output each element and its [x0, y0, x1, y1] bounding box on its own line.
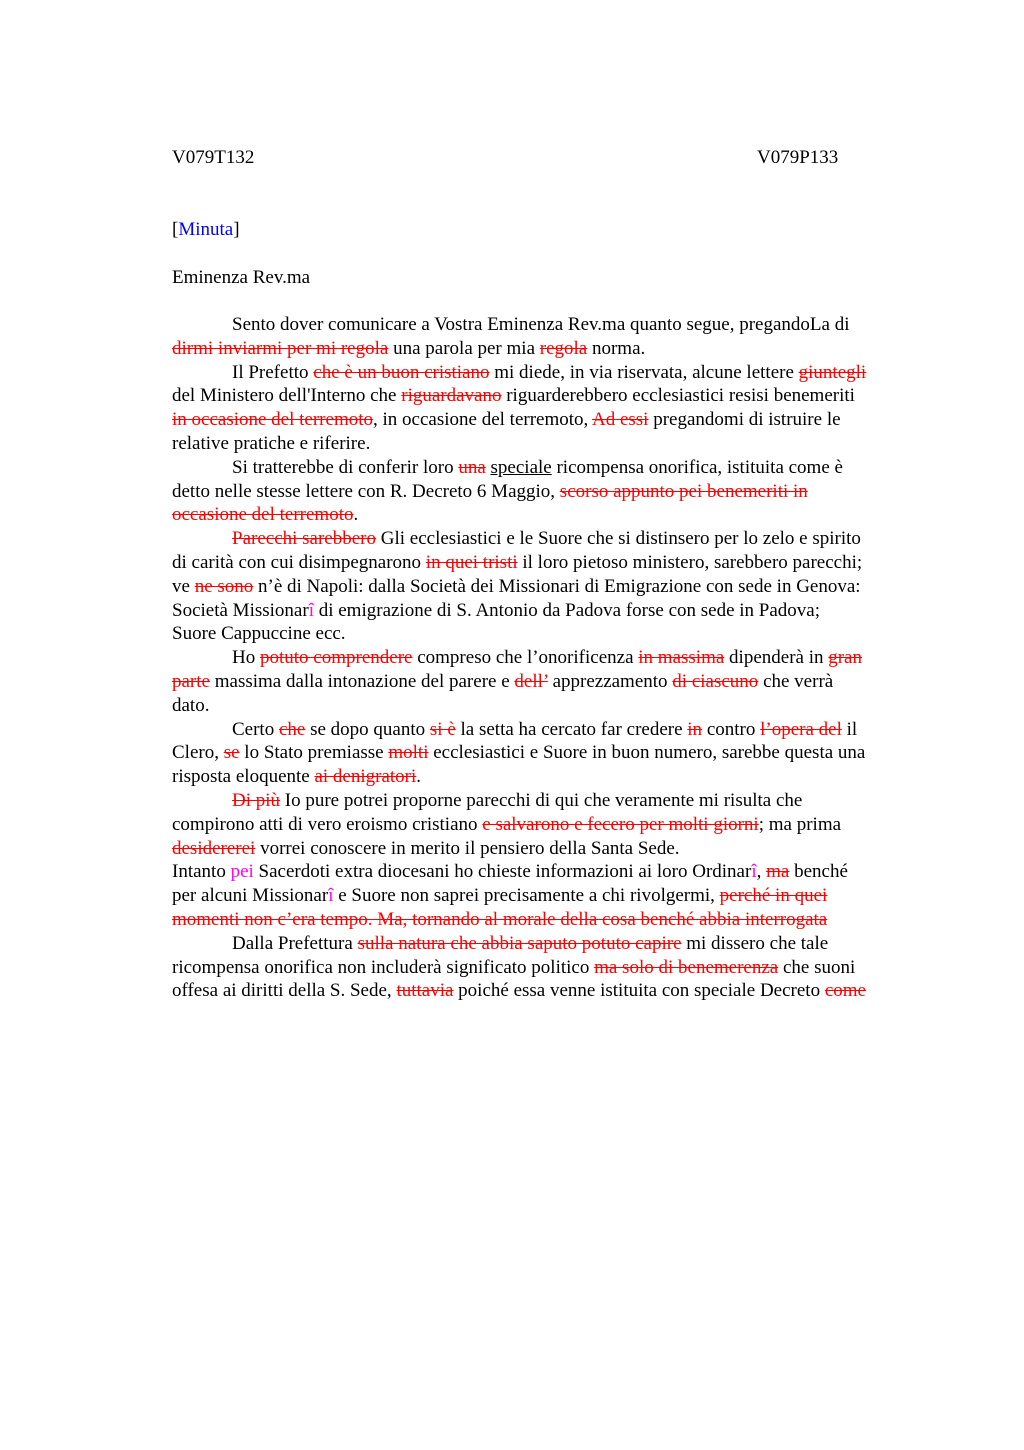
- text-segment: riguarderebbero ecclesiastici resisi benemeriti: [501, 385, 855, 407]
- deleted-text: dirmi inviarmi per mi regola: [172, 337, 389, 359]
- text-line: [172, 956, 932, 980]
- text-line: [172, 718, 932, 742]
- text-segment: di carità con cui disimpegnarono: [172, 551, 426, 573]
- text-segment: per alcuni Missionar: [172, 885, 329, 907]
- reference-code-right: V079P133: [757, 147, 839, 168]
- text-segment: che verrà: [758, 670, 834, 692]
- text-segment: Sacerdoti extra diocesani ho chieste informazioni ai loro Ordinar: [253, 861, 752, 883]
- deleted-text: occasione del terremoto: [172, 504, 354, 526]
- underlined-text: speciale: [490, 456, 552, 478]
- text-segment: il: [841, 718, 858, 740]
- text-segment: apprezzamento: [547, 670, 673, 692]
- text-line: [172, 480, 932, 504]
- text-segment: , in occasione del terremoto,: [373, 409, 592, 431]
- text-line: [172, 313, 932, 337]
- text-line: [172, 741, 932, 765]
- text-line: [172, 765, 932, 789]
- text-segment: Si tratterebbe di conferir loro: [232, 456, 459, 478]
- text-line: [172, 837, 932, 861]
- text-segment: dato.: [172, 694, 210, 716]
- text-segment: Intanto: [172, 861, 231, 883]
- text-segment: Io pure potrei proporne parecchi di qui che veramente mi risulta che: [280, 789, 803, 811]
- text-segment: Il Prefetto: [232, 361, 314, 383]
- text-segment: pregandomi di istruire le: [648, 409, 841, 431]
- text-line: [172, 361, 932, 385]
- deleted-text: una: [458, 456, 486, 478]
- salutation: Eminenza Rev.ma: [172, 267, 311, 288]
- deleted-text: tuttavia: [396, 980, 454, 1002]
- reference-code-left: V079T132: [172, 147, 255, 168]
- bracket-open: [: [172, 219, 179, 240]
- deleted-text: e salvarono e fecero per molti giorni: [482, 813, 759, 835]
- deleted-text: momenti non c’era tempo. Ma, tornando al morale della cosa benché abbia interrogata: [172, 908, 828, 930]
- deleted-text: ma solo di benemerenza: [594, 956, 779, 978]
- deleted-text: che: [278, 718, 306, 740]
- text-segment: contro: [702, 718, 761, 740]
- text-segment: offesa ai diritti della S. Sede,: [172, 980, 397, 1002]
- bracket-close: ]: [233, 219, 240, 240]
- text-segment: vorrei conoscere in merito il pensiero della Santa Sede.: [255, 837, 680, 859]
- deleted-text: gran: [828, 647, 862, 669]
- correction-text: pei: [230, 861, 254, 883]
- text-line: [172, 432, 932, 456]
- text-segment: risposta eloquente: [172, 766, 315, 788]
- text-segment: compirono atti di vero eroismo cristiano: [172, 813, 483, 835]
- text-segment: poiché essa venne istituita con speciale Decreto: [453, 980, 825, 1002]
- text-line: [172, 551, 932, 575]
- text-line: [172, 408, 932, 432]
- correction-text: î: [328, 885, 334, 907]
- deleted-text: Parecchi sarebbero: [232, 528, 377, 550]
- text-segment: benché: [789, 861, 848, 883]
- deleted-text: come: [824, 980, 866, 1002]
- text-segment: e Suore non saprei precisamente a chi rivolgermi,: [333, 885, 720, 907]
- text-segment: ; ma prima: [758, 813, 842, 835]
- text-segment: il loro pietoso ministero, sarebbero parecchi;: [517, 551, 863, 573]
- text-segment: Ho: [232, 647, 260, 669]
- text-segment: Gli ecclesiastici e le Suore che si distinsero per lo zelo e spirito: [376, 528, 861, 550]
- text-line: [172, 527, 932, 551]
- text-segment: Società Missionar: [172, 599, 309, 621]
- text-segment: di emigrazione di S. Antonio da Padova forse con sede in Padova;: [313, 599, 821, 621]
- text-line: [172, 456, 932, 480]
- text-segment: massima dalla intonazione del parere e: [209, 670, 515, 692]
- deleted-text: l’opera del: [760, 718, 842, 740]
- minuta-word: Minuta: [178, 219, 234, 240]
- deleted-text: in occasione del terremoto: [172, 409, 374, 431]
- text-segment: .: [353, 504, 359, 526]
- text-segment: Dalla Prefettura: [232, 932, 358, 954]
- deleted-text: in: [687, 718, 703, 740]
- minuta-label: [172, 218, 240, 242]
- deleted-text: Di più: [232, 789, 281, 811]
- text-line: [172, 575, 932, 599]
- text-segment: se dopo quanto: [305, 718, 430, 740]
- text-segment: lo Stato premiasse: [239, 742, 389, 764]
- text-segment: ve: [172, 575, 195, 597]
- text-line: [172, 384, 932, 408]
- text-segment: ricompensa onorifica non includerà significato politico: [172, 956, 595, 978]
- text-line: [172, 789, 932, 813]
- text-line: [172, 622, 932, 646]
- text-line: [172, 932, 932, 956]
- text-segment: Sento dover comunicare a Vostra Eminenza Rev.ma quanto segue, pregandoLa di: [232, 314, 850, 335]
- text-segment: la setta ha cercato far credere: [455, 718, 688, 740]
- deleted-text: in massima: [638, 647, 725, 669]
- text-line: [172, 884, 932, 908]
- text-segment: Clero,: [172, 742, 224, 764]
- text-segment: mi dissero che tale: [681, 932, 829, 954]
- text-line: [172, 813, 932, 837]
- text-segment: ricompensa onorifica, istituita come è: [551, 456, 843, 478]
- text-segment: del Ministero dell'Interno che: [172, 385, 402, 407]
- deleted-text: se: [223, 742, 240, 764]
- deleted-text: si è: [429, 718, 456, 740]
- text-segment: norma.: [587, 337, 646, 359]
- deleted-text: parte: [172, 670, 210, 692]
- text-segment: una parola per mia: [388, 337, 540, 359]
- text-line: [172, 979, 932, 1003]
- text-line: [172, 646, 932, 670]
- deleted-text: che è un buon cristiano: [313, 361, 490, 383]
- deleted-text: scorso appunto pei benemeriti in: [559, 480, 808, 502]
- deleted-text: ma: [766, 861, 790, 883]
- correction-text: î: [751, 861, 757, 883]
- text-line: [172, 860, 932, 884]
- text-segment: detto nelle stesse lettere con R. Decreto 6 Maggio,: [172, 480, 560, 502]
- text-segment: che suoni: [778, 956, 856, 978]
- text-line: [172, 503, 932, 527]
- deleted-text: di ciascuno: [672, 670, 759, 692]
- deleted-text: molti: [388, 742, 429, 764]
- text-segment: dipenderà in: [724, 647, 829, 669]
- text-segment: n’è di Napoli: dalla Società dei Missionari di Emigrazione con sede in Genova:: [253, 575, 861, 597]
- deleted-text: potuto comprendere: [259, 647, 413, 669]
- text-segment: mi diede, in via riservata, alcune lettere: [489, 361, 799, 383]
- text-line: [172, 670, 932, 694]
- text-segment: .: [416, 766, 422, 788]
- text-segment: Certo: [232, 718, 279, 740]
- deleted-text: perché in quei: [719, 885, 828, 907]
- deleted-text: ai denigratori: [314, 766, 417, 788]
- text-line: [172, 694, 932, 718]
- text-segment: ecclesiastici e Suore in buon numero, sarebbe questa una: [428, 742, 866, 764]
- text-segment: relative pratiche e riferire.: [172, 432, 371, 454]
- text-segment: compreso che l’onorificenza: [412, 647, 639, 669]
- deleted-text: in quei tristi: [425, 551, 518, 573]
- deleted-text: Ad essi: [591, 409, 649, 431]
- letter-body: [172, 313, 932, 1003]
- deleted-text: giuntegli: [798, 361, 867, 383]
- text-line: [172, 908, 932, 932]
- deleted-text: sulla natura che abbia saputo potuto capire: [357, 932, 682, 954]
- deleted-text: ne sono: [194, 575, 254, 597]
- deleted-text: dell’: [514, 670, 548, 692]
- deleted-text: desidererei: [172, 837, 256, 859]
- text-line: [172, 337, 932, 361]
- deleted-text: regola: [539, 337, 588, 359]
- text-segment: ,: [756, 861, 767, 883]
- text-line: [172, 599, 932, 623]
- correction-text: î: [308, 599, 314, 621]
- text-segment: Suore Cappuccine ecc.: [172, 623, 346, 645]
- deleted-text: riguardavano: [401, 385, 502, 407]
